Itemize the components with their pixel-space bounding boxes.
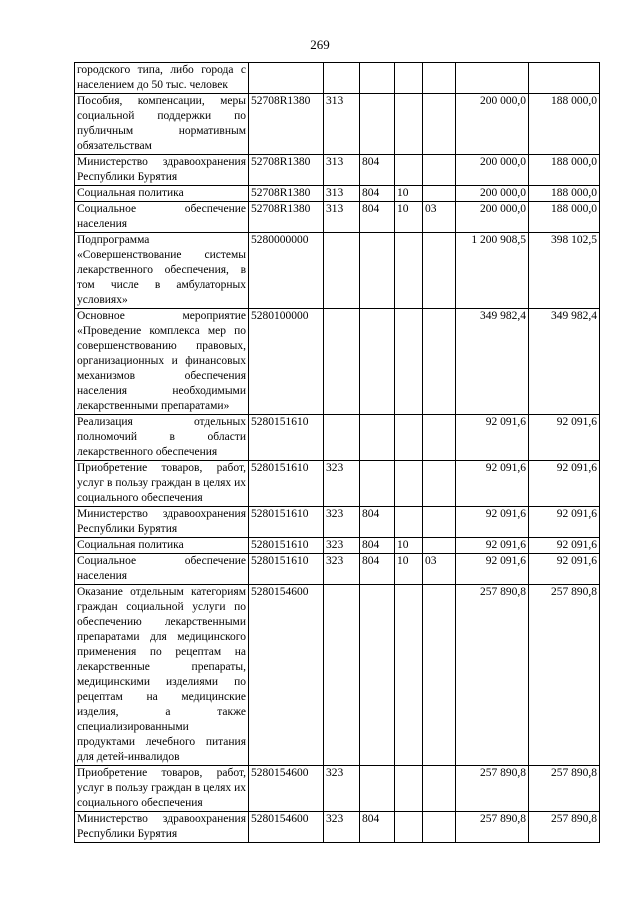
item-name-cell: Социальная политика	[75, 186, 249, 202]
expense-type-cell: 313	[324, 94, 360, 155]
target-article-cell	[249, 63, 324, 94]
amount-first-cell: 200 000,0	[456, 155, 529, 186]
department-code-cell	[360, 233, 395, 309]
expense-type-cell: 313	[324, 202, 360, 233]
amount-second-cell: 257 890,8	[529, 585, 600, 766]
amount-first-cell: 257 890,8	[456, 766, 529, 812]
section-code-cell	[395, 766, 423, 812]
section-code-cell	[395, 585, 423, 766]
subsection-code-cell	[423, 186, 456, 202]
expense-type-cell	[324, 309, 360, 415]
expense-type-cell: 323	[324, 538, 360, 554]
department-code-cell	[360, 309, 395, 415]
table-row	[75, 202, 600, 233]
amount-first-cell: 92 091,6	[456, 415, 529, 461]
expense-type-cell	[324, 585, 360, 766]
subsection-code-cell: 03	[423, 202, 456, 233]
table-row	[75, 554, 600, 585]
table-row	[75, 233, 600, 309]
amount-second-cell: 257 890,8	[529, 766, 600, 812]
section-code-cell	[395, 461, 423, 507]
amount-first-cell: 200 000,0	[456, 186, 529, 202]
amount-first-cell: 92 091,6	[456, 507, 529, 538]
expense-type-cell: 313	[324, 186, 360, 202]
department-code-cell: 804	[360, 155, 395, 186]
subsection-code-cell: 03	[423, 554, 456, 585]
department-code-cell: 804	[360, 507, 395, 538]
department-code-cell	[360, 461, 395, 507]
department-code-cell	[360, 94, 395, 155]
table-row	[75, 538, 600, 554]
section-code-cell	[395, 155, 423, 186]
target-article-cell: 5280151610	[249, 554, 324, 585]
amount-second-cell: 92 091,6	[529, 507, 600, 538]
amount-second-cell: 188 000,0	[529, 186, 600, 202]
amount-second-cell: 188 000,0	[529, 202, 600, 233]
target-article-cell: 5280151610	[249, 507, 324, 538]
subsection-code-cell	[423, 309, 456, 415]
amount-first-cell	[456, 63, 529, 94]
subsection-code-cell	[423, 507, 456, 538]
amount-second-cell: 257 890,8	[529, 812, 600, 843]
item-name-cell: Социальная политика	[75, 538, 249, 554]
budget-table	[74, 62, 600, 843]
table-row	[75, 186, 600, 202]
department-code-cell: 804	[360, 538, 395, 554]
amount-first-cell: 257 890,8	[456, 812, 529, 843]
item-name-cell: Оказание отдельным категориям граждан социальной услуги по обеспечению лекарственными препаратами для медицинского применения по рецептам на лекарственные препараты, медицинскими изделиями по рецептам на медицинские изделия, а также специализированными продуктами лечебного питания для детей-инвалидов	[75, 585, 249, 766]
subsection-code-cell	[423, 461, 456, 507]
subsection-code-cell	[423, 585, 456, 766]
expense-type-cell	[324, 63, 360, 94]
amount-second-cell: 188 000,0	[529, 94, 600, 155]
table-row	[75, 812, 600, 843]
target-article-cell: 52708R1380	[249, 202, 324, 233]
department-code-cell	[360, 415, 395, 461]
expense-type-cell: 323	[324, 507, 360, 538]
amount-first-cell: 349 982,4	[456, 309, 529, 415]
section-code-cell	[395, 507, 423, 538]
item-name-cell: Пособия, компенсации, меры социальной поддержки по публичным нормативным обязательствам	[75, 94, 249, 155]
department-code-cell: 804	[360, 812, 395, 843]
subsection-code-cell	[423, 155, 456, 186]
page-number: 269	[310, 37, 330, 52]
budget-table-body	[75, 63, 600, 843]
section-code-cell: 10	[395, 538, 423, 554]
target-article-cell: 5280151610	[249, 538, 324, 554]
section-code-cell	[395, 415, 423, 461]
table-row	[75, 415, 600, 461]
expense-type-cell: 323	[324, 812, 360, 843]
subsection-code-cell	[423, 538, 456, 554]
amount-second-cell: 92 091,6	[529, 461, 600, 507]
amount-second-cell: 92 091,6	[529, 415, 600, 461]
section-code-cell	[395, 63, 423, 94]
expense-type-cell	[324, 233, 360, 309]
table-row	[75, 461, 600, 507]
amount-second-cell: 92 091,6	[529, 554, 600, 585]
amount-first-cell: 92 091,6	[456, 554, 529, 585]
section-code-cell	[395, 309, 423, 415]
target-article-cell: 52708R1380	[249, 186, 324, 202]
item-name-cell: Министерство здравоохранения Республики Бурятия	[75, 812, 249, 843]
section-code-cell	[395, 233, 423, 309]
item-name-cell: Подпрограмма «Совершенствование системы лекарственного обеспечения, в том числе в амбулаторных условиях»	[75, 233, 249, 309]
subsection-code-cell	[423, 94, 456, 155]
target-article-cell: 52708R1380	[249, 94, 324, 155]
item-name-cell: Приобретение товаров, работ, услуг в пользу граждан в целях их социального обеспечения	[75, 461, 249, 507]
table-row	[75, 63, 600, 94]
table-row	[75, 309, 600, 415]
expense-type-cell: 323	[324, 554, 360, 585]
item-name-cell: Реализация отдельных полномочий в области лекарственного обеспечения	[75, 415, 249, 461]
expense-type-cell: 323	[324, 461, 360, 507]
item-name-cell: Министерство здравоохранения Республики Бурятия	[75, 155, 249, 186]
expense-type-cell: 313	[324, 155, 360, 186]
target-article-cell: 52708R1380	[249, 155, 324, 186]
target-article-cell: 5280000000	[249, 233, 324, 309]
section-code-cell	[395, 812, 423, 843]
target-article-cell: 5280151610	[249, 415, 324, 461]
target-article-cell: 5280151610	[249, 461, 324, 507]
department-code-cell: 804	[360, 202, 395, 233]
amount-first-cell: 257 890,8	[456, 585, 529, 766]
expense-type-cell: 323	[324, 766, 360, 812]
amount-first-cell: 200 000,0	[456, 202, 529, 233]
department-code-cell	[360, 766, 395, 812]
table-row	[75, 766, 600, 812]
item-name-cell: Социальное обеспечение населения	[75, 554, 249, 585]
amount-second-cell: 349 982,4	[529, 309, 600, 415]
section-code-cell: 10	[395, 186, 423, 202]
department-code-cell	[360, 585, 395, 766]
subsection-code-cell	[423, 233, 456, 309]
section-code-cell	[395, 94, 423, 155]
department-code-cell	[360, 63, 395, 94]
subsection-code-cell	[423, 63, 456, 94]
subsection-code-cell	[423, 812, 456, 843]
item-name-cell: Министерство здравоохранения Республики Бурятия	[75, 507, 249, 538]
amount-first-cell: 1 200 908,5	[456, 233, 529, 309]
target-article-cell: 5280154600	[249, 585, 324, 766]
amount-second-cell: 398 102,5	[529, 233, 600, 309]
amount-first-cell: 92 091,6	[456, 538, 529, 554]
target-article-cell: 5280154600	[249, 812, 324, 843]
amount-first-cell: 200 000,0	[456, 94, 529, 155]
subsection-code-cell	[423, 766, 456, 812]
target-article-cell: 5280154600	[249, 766, 324, 812]
subsection-code-cell	[423, 415, 456, 461]
expense-type-cell	[324, 415, 360, 461]
item-name-cell: Основное мероприятие «Проведение комплекса мер по совершенствованию правовых, организационных и финансовых механизмов обеспечения населения необходимыми лекарственными препаратами»	[75, 309, 249, 415]
amount-second-cell: 188 000,0	[529, 155, 600, 186]
table-row	[75, 94, 600, 155]
table-row	[75, 585, 600, 766]
item-name-cell: Приобретение товаров, работ, услуг в пользу граждан в целях их социального обеспечения	[75, 766, 249, 812]
table-row	[75, 155, 600, 186]
section-code-cell: 10	[395, 202, 423, 233]
department-code-cell: 804	[360, 554, 395, 585]
section-code-cell: 10	[395, 554, 423, 585]
item-name-cell: Социальное обеспечение населения	[75, 202, 249, 233]
amount-first-cell: 92 091,6	[456, 461, 529, 507]
amount-second-cell: 92 091,6	[529, 538, 600, 554]
table-row	[75, 507, 600, 538]
target-article-cell: 5280100000	[249, 309, 324, 415]
amount-second-cell	[529, 63, 600, 94]
department-code-cell: 804	[360, 186, 395, 202]
item-name-cell: городского типа, либо города с населением до 50 тыс. человек	[75, 63, 249, 94]
